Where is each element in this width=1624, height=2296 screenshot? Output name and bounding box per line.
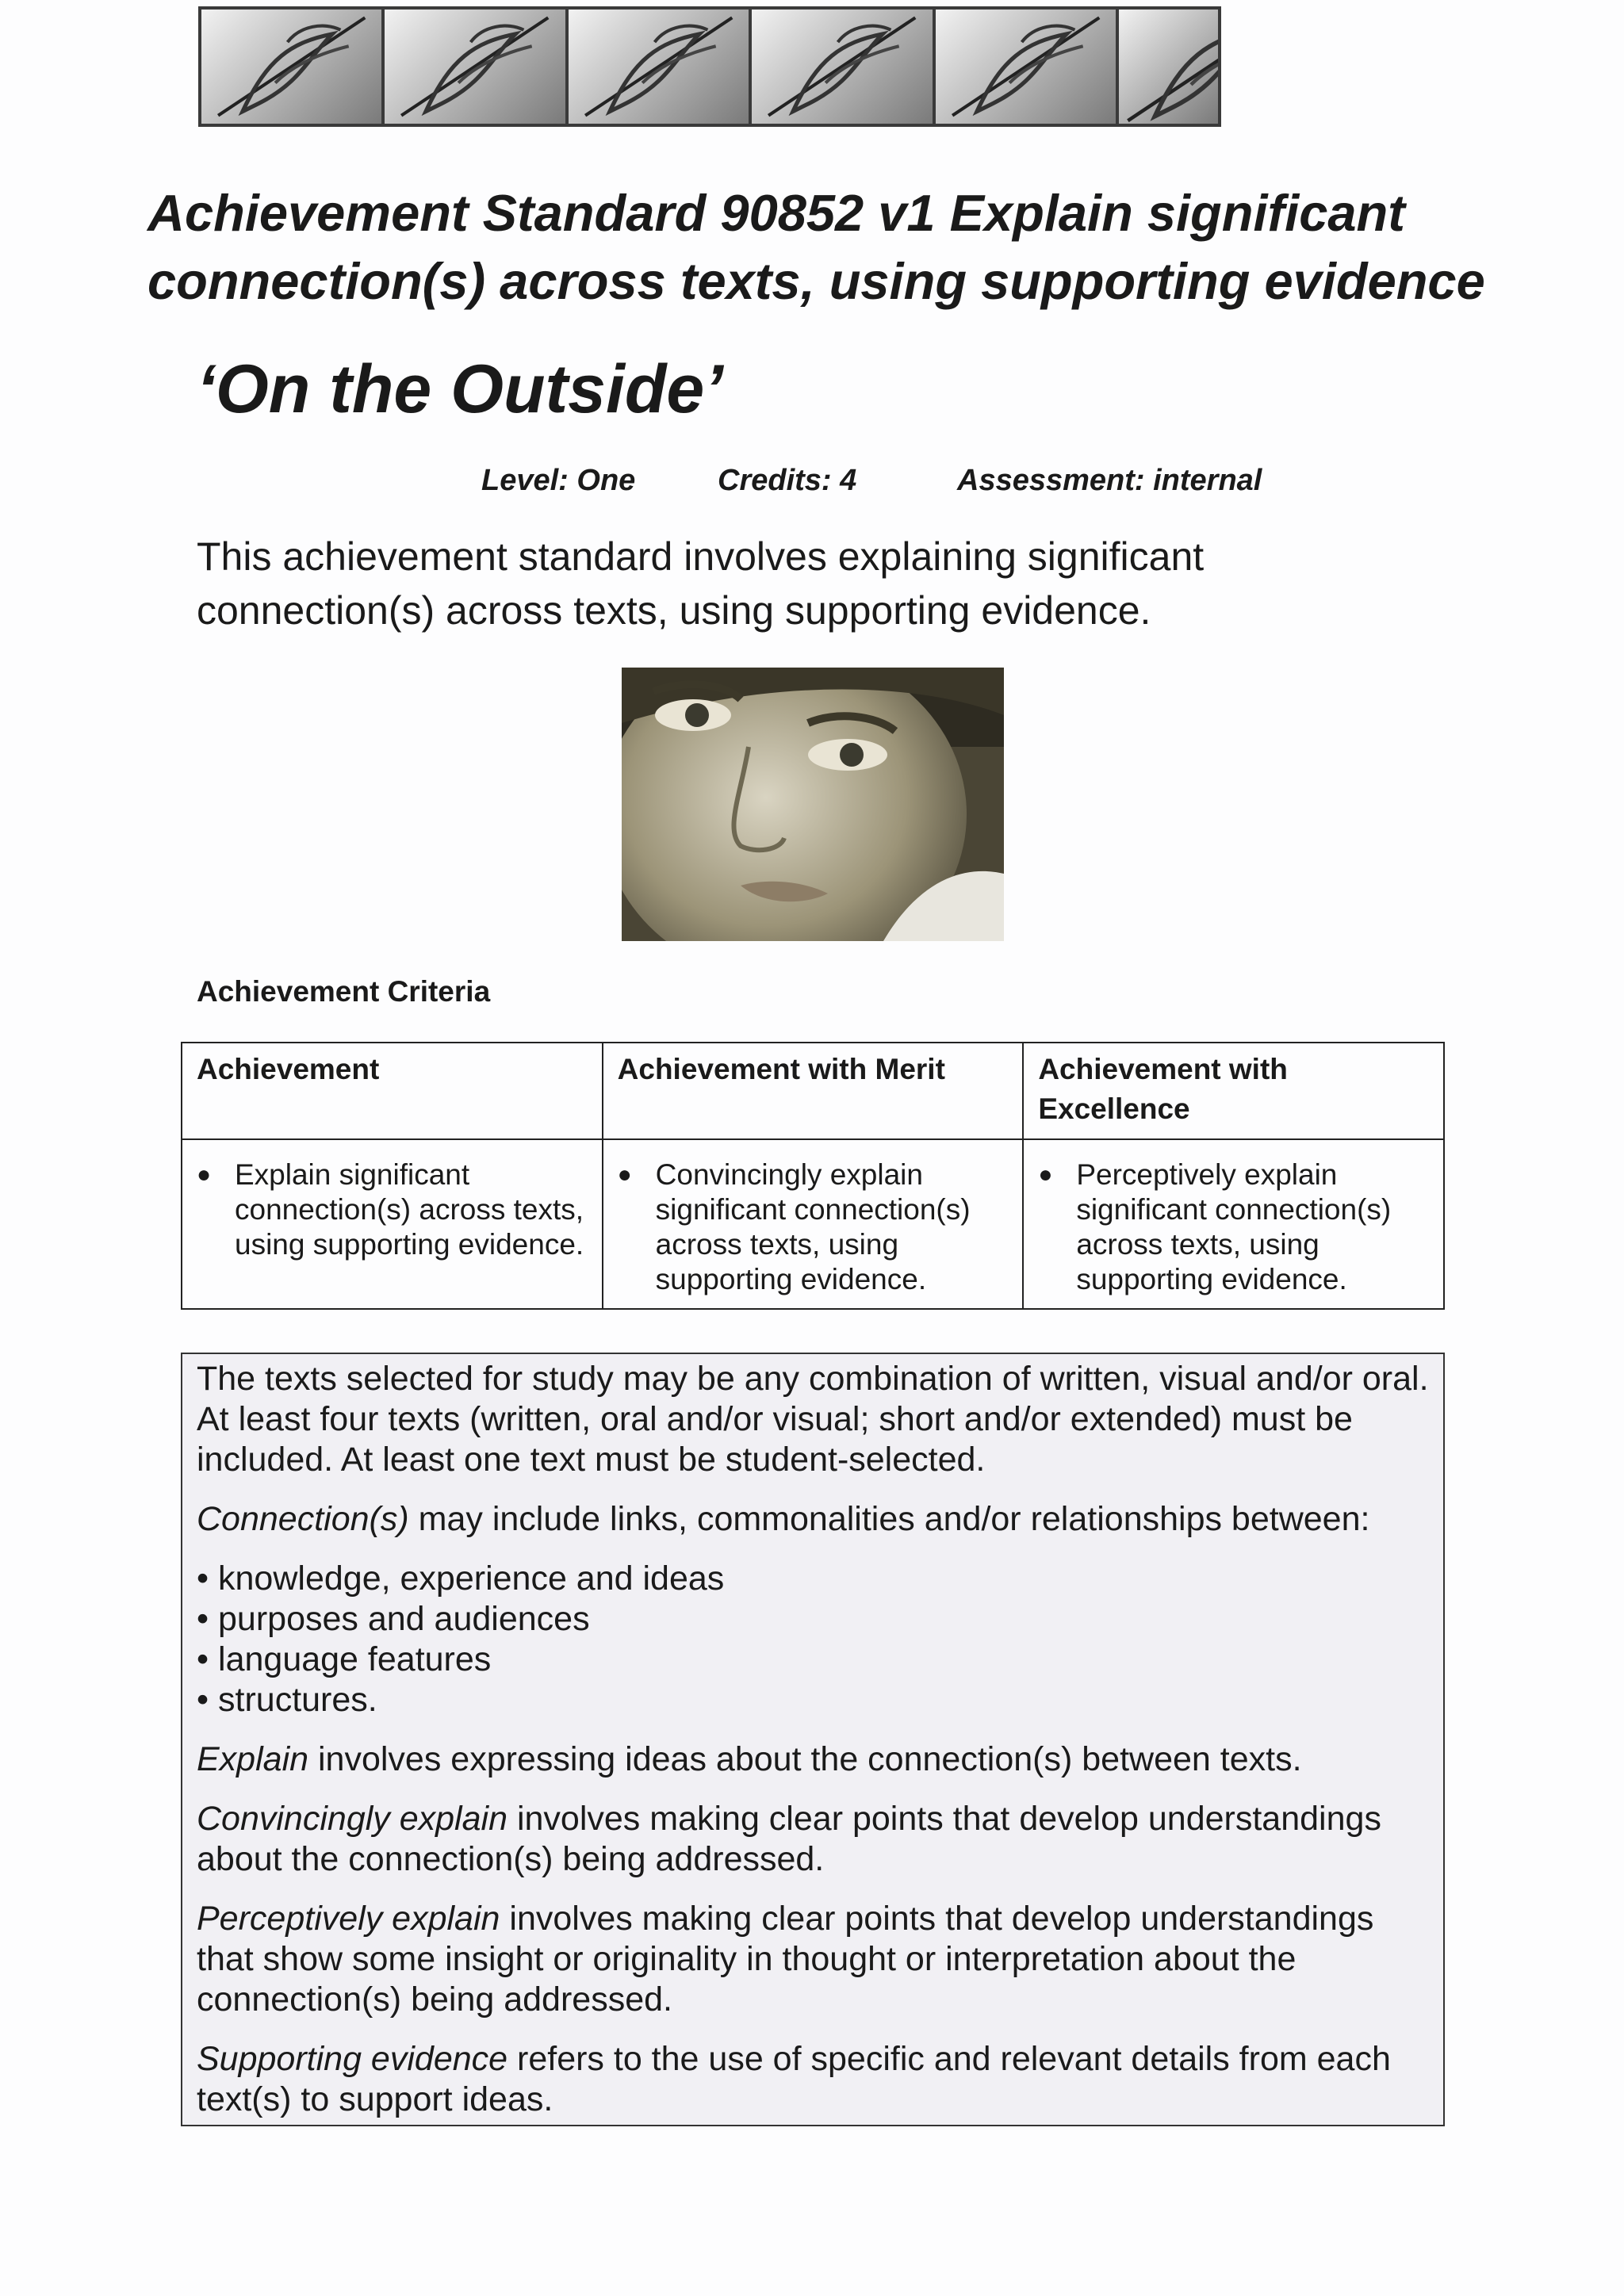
definition-term: Supporting evidence	[197, 2040, 508, 2078]
definition-text: refers to the use of specific and relevant details from each text(s) to support ideas.	[197, 2040, 1391, 2118]
intro-paragraph: This achievement standard involves explaining significant connection(s) across texts, using supporting evidence.	[197, 534, 1205, 633]
bullet-icon: ●	[617, 1161, 632, 1188]
definition-text: involves making clear points that develop understandings about the connection(s) being addressed.	[197, 1800, 1381, 1878]
standard-title: Achievement Standard 90852 v1 Explain significant connection(s) across texts, using supporting evidence	[147, 184, 1485, 310]
perceptive-definition	[197, 1899, 1429, 2020]
criteria-text: Convincingly explain significant connection(s) across texts, using supporting evidence.	[655, 1158, 971, 1295]
definition-term: Convincingly explain	[197, 1800, 508, 1838]
table-cell	[603, 1139, 1024, 1309]
quill-icon	[569, 10, 749, 124]
definition-text: involves expressing ideas about the connection(s) between texts.	[308, 1740, 1302, 1778]
list-item: • knowledge, experience and ideas	[197, 1559, 1429, 1599]
criteria-text: Explain significant connection(s) across texts, using supporting evidence.	[235, 1158, 584, 1261]
convincing-definition	[197, 1799, 1429, 1880]
list-item: • language features	[197, 1640, 1429, 1680]
level-label: Level: One	[481, 464, 636, 497]
assessment-label: Assessment: internal	[957, 464, 1262, 497]
definition-text: involves making clear points that develop understandings that show some insight or originality in thought or interpretation about the connection(s) being addressed.	[197, 1900, 1374, 2019]
table-header: Achievement with Merit	[603, 1043, 1024, 1139]
bullet-icon: ●	[197, 1161, 212, 1188]
definition-text: may include links, commonalities and/or relationships between:	[408, 1500, 1370, 1538]
portrait-photo	[622, 668, 1004, 941]
info-box	[181, 1353, 1445, 2126]
unit-title: ‘On the Outside’	[197, 351, 724, 427]
bullet-icon: ●	[1038, 1161, 1053, 1188]
table-header: Achievement	[182, 1043, 603, 1139]
criteria-heading: Achievement Criteria	[197, 975, 491, 1008]
quill-icon	[385, 10, 565, 124]
table-cell	[1023, 1139, 1444, 1309]
connections-definition	[197, 1499, 1429, 1540]
credits-label: Credits: 4	[718, 464, 857, 497]
quill-icon	[1119, 10, 1218, 124]
texts-note: The texts selected for study may be any combination of written, visual and/or oral. At least four texts (written, oral and/or visual; short and/or extended) must be included. At least one text must be student-selected.	[197, 1360, 1429, 1479]
evidence-definition	[197, 2039, 1429, 2120]
criteria-table	[181, 1042, 1445, 1310]
quill-icon	[936, 10, 1116, 124]
explain-definition	[197, 1739, 1429, 1780]
definition-term: Perceptively explain	[197, 1900, 500, 1938]
criteria-text: Perceptively explain significant connection(s) across texts, using supporting evidence.	[1076, 1158, 1392, 1295]
list-item: • purposes and audiences	[197, 1599, 1429, 1640]
table-cell	[182, 1139, 603, 1309]
quill-icon	[752, 10, 932, 124]
list-item: • structures.	[197, 1680, 1429, 1720]
definition-term: Explain	[197, 1740, 309, 1778]
quill-icon	[201, 10, 381, 124]
definition-term: Connection(s)	[197, 1500, 409, 1538]
table-header: Achievement with Excellence	[1023, 1043, 1444, 1139]
connections-list	[197, 1559, 1429, 1720]
header-banner	[198, 6, 1221, 127]
